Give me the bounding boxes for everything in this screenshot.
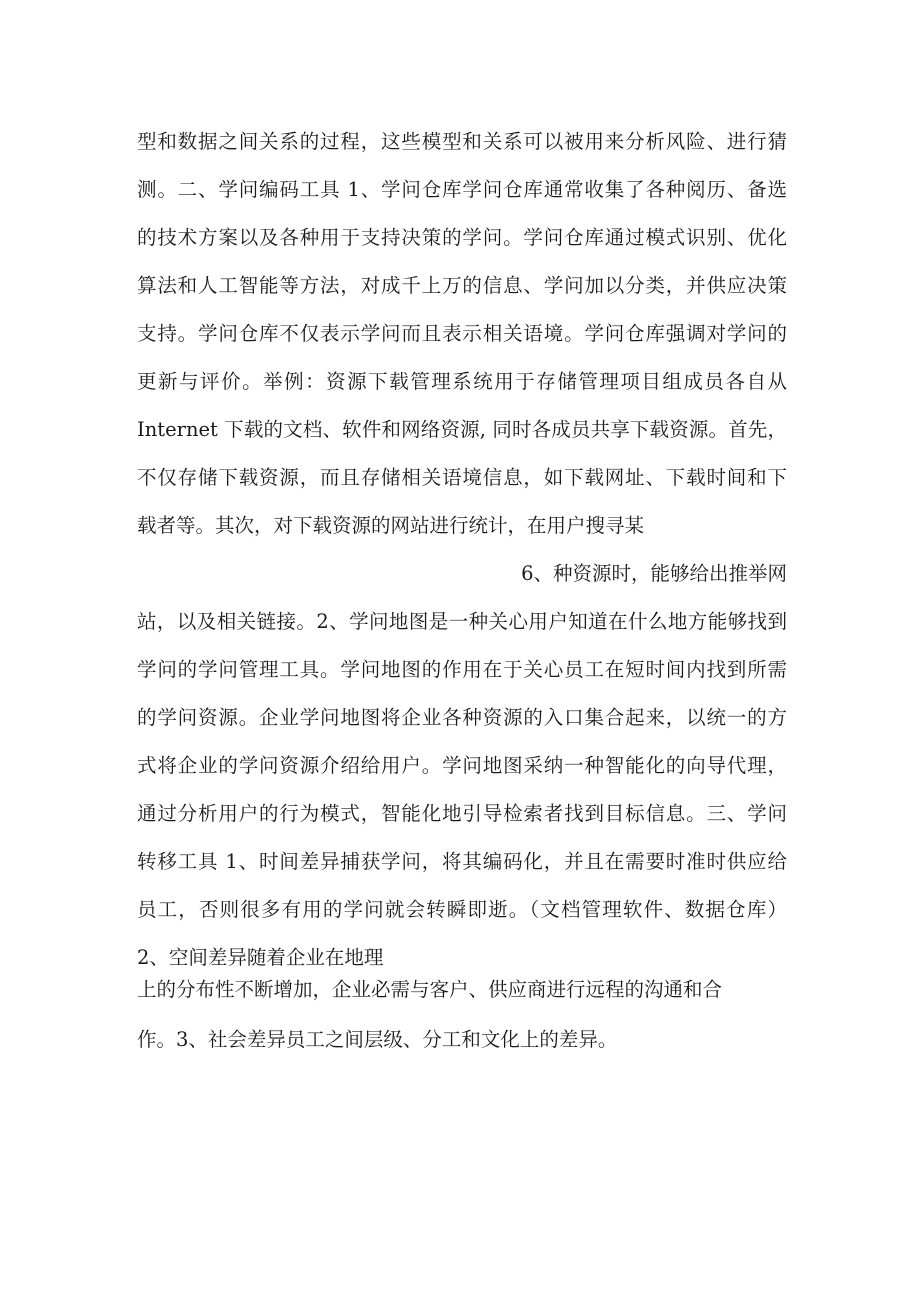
paragraph-line: 上的分布性不断增加，企业必需与客户、供应商进行远程的沟通和合 xyxy=(137,978,723,1001)
paragraph-line: 作。3、社会差异员工之间层级、分工和文化上的差异。 xyxy=(137,1028,618,1051)
paragraph-line: 2、空间差异随着企业在地理 xyxy=(137,946,384,969)
paragraph-line: 员工，否则很多有用的学问就会转瞬即逝。（文档管理软件、数据仓库） xyxy=(137,898,787,921)
paragraph-line: 不仅存储下载资源，而且存储相关语境信息，如下载网址、下载时间和下 xyxy=(137,466,787,489)
paragraph-line: 通过分析用户的行为模式，智能化地引导检索者找到目标信息。三、学问 xyxy=(137,802,787,825)
paragraph-line: 转移工具 1、时间差异捕获学问，将其编码化，并且在需要时准时供应给 xyxy=(137,850,787,873)
paragraph-line: Internet 下载的文档、软件和网络资源, 同时各成员共享下载资源。首先， xyxy=(137,418,787,441)
paragraph-line: 站，以及相关链接。2、学问地图是一种关心用户知道在什么地方能够找到 xyxy=(137,610,787,633)
paragraph-line: 的学问资源。企业学问地图将企业各种资源的入口集合起来，以统一的方 xyxy=(137,706,787,729)
paragraph-line: 载者等。其次，对下载资源的网站进行统计，在用户搜寻某 xyxy=(137,514,645,537)
paragraph-line: 型和数据之间关系的过程，这些模型和关系可以被用来分析风险、进行猜 xyxy=(137,130,787,153)
paragraph-line: 测。二、学问编码工具 1、学问仓库学问仓库通常收集了各种阅历、备选 xyxy=(137,178,787,201)
paragraph-line: 更新与评价。举例：资源下载管理系统用于存储管理项目组成员各自从 xyxy=(137,370,787,393)
paragraph-line: 算法和人工智能等方法，对成千上万的信息、学问加以分类，并供应决策 xyxy=(137,274,787,297)
paragraph-line: 6、种资源时，能够给出推举网 xyxy=(521,562,787,585)
paragraph-line: 学问的学问管理工具。学问地图的作用在于关心员工在短时间内找到所需 xyxy=(137,658,787,681)
paragraph-line: 式将企业的学问资源介绍给用户。学问地图采纳一种智能化的向导代理， xyxy=(137,754,787,777)
paragraph-line: 支持。学问仓库不仅表示学问而且表示相关语境。学问仓库强调对学问的 xyxy=(137,322,787,345)
paragraph-line: 的技术方案以及各种用于支持决策的学问。学问仓库通过模式识别、优化 xyxy=(137,226,787,249)
